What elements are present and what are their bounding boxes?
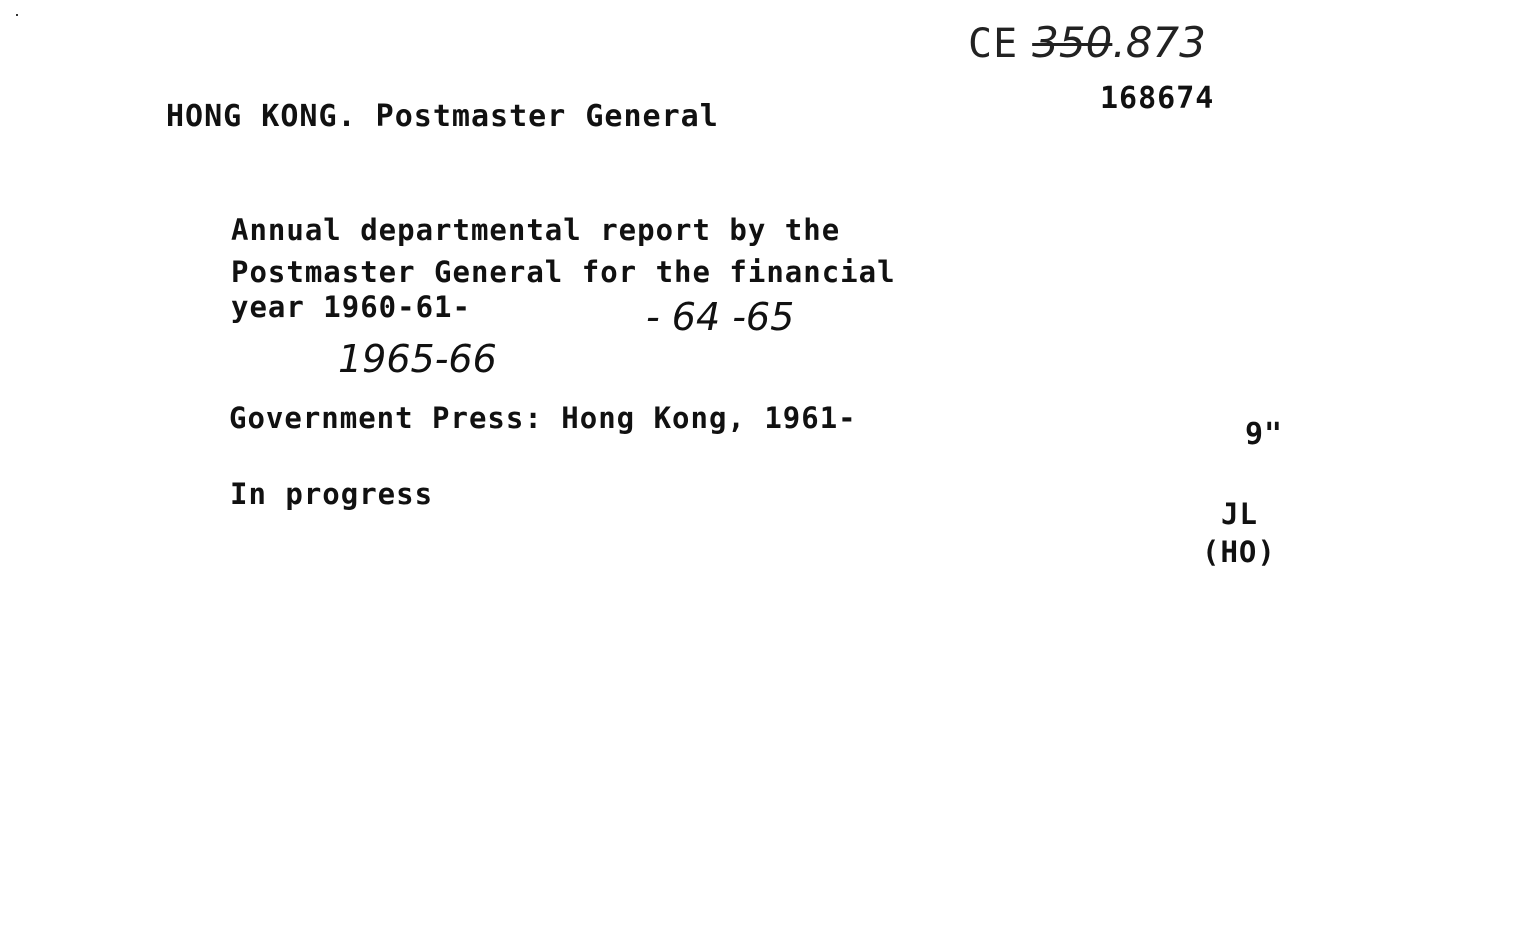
accession-number: 168674 [1100,81,1215,116]
handwritten-addition: 1965-66 [338,337,497,381]
title-line: Annual departmental report by the [231,213,841,247]
imprint-line: Government Press: Hong Kong, 1961- [229,401,857,435]
call-number-prefix: CE [968,21,1019,67]
location-code: (HO) [1202,535,1276,569]
handwritten-addition: - 64 -65 [646,295,795,339]
size-note: 9" [1245,417,1284,452]
call-number-struck: 350 [1032,18,1113,67]
cataloger-initials: JL [1221,497,1258,531]
call-number-suffix: .873 [1112,18,1206,67]
call-number [968,18,1206,67]
card-heading: HONG KONG. Postmaster General [166,99,719,134]
title-line: year 1960-61- [231,290,471,324]
title-line: Postmaster General for the financial [231,255,896,289]
status-note: In progress [230,477,434,511]
scan-speck [16,14,18,16]
